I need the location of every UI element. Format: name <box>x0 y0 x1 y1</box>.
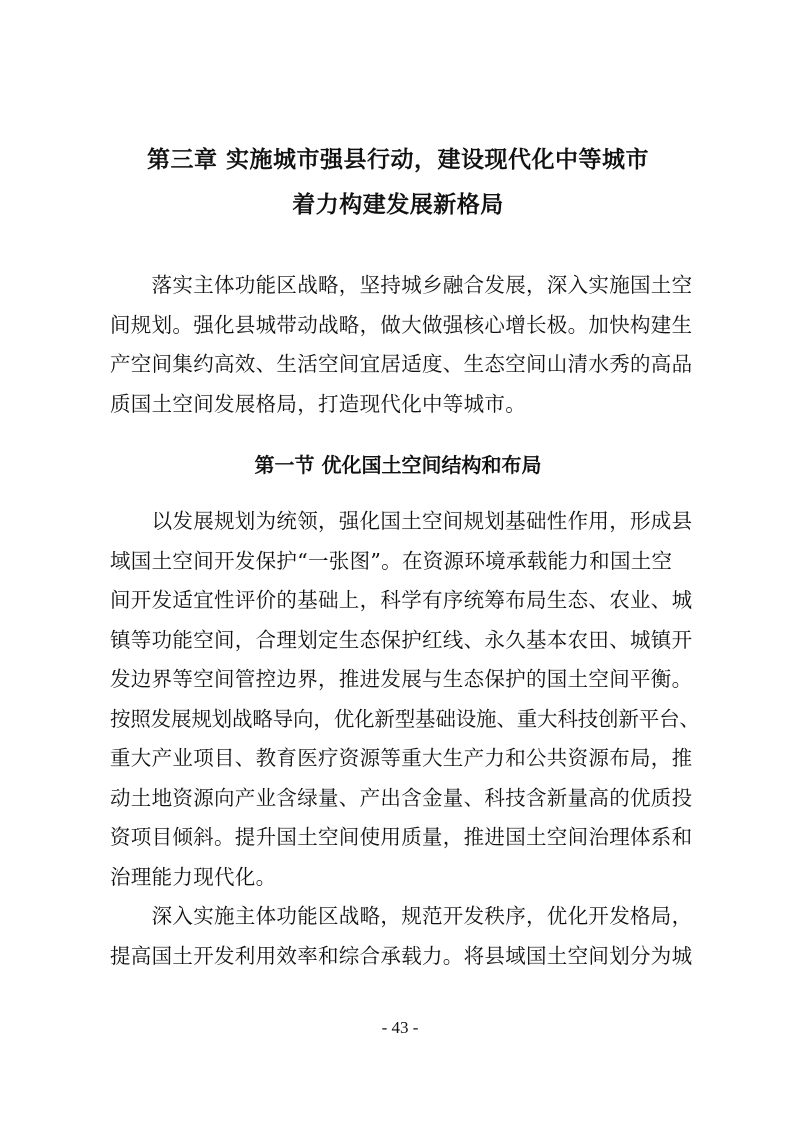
paragraph-line: 重大产业项目、教育医疗资源等重大生产力和公共资源布局，推 <box>110 746 693 770</box>
chapter-title-line-1: 第三章 实施城市强县行动，建设现代化中等城市 <box>146 147 649 173</box>
paragraph-line: 域国土空间开发保护“一张图”。在资源环境承载能力和国土空 <box>110 548 673 573</box>
paragraph-line: 动土地资源向产业含绿量、产出含金量、科技含新量高的优质投 <box>110 785 693 810</box>
section-paragraph-1 <box>110 502 700 897</box>
paragraph-line: 资项目倾斜。提升国土空间使用质量，推进国土空间治理体系和 <box>110 825 693 849</box>
paragraph-line: 间规划。强化县城带动战略，做大做强核心增长极。加快构建生 <box>110 312 693 337</box>
paragraph-line: 按照发展规划战略导向，优化新型基础设施、重大科技创新平台、 <box>110 706 700 731</box>
section-paragraph-2 <box>110 897 700 976</box>
paragraph-line: 镇等功能空间，合理划定生态保护红线、永久基本农田、城镇开 <box>110 627 693 652</box>
paragraph-line: 产空间集约高效、生活空间宜居适度、生态空间山清水秀的高品 <box>110 352 693 376</box>
chapter-title-line-2: 着力构建发展新格局 <box>292 192 504 218</box>
intro-paragraph <box>110 266 700 424</box>
paragraph-line: 落实主体功能区战略，坚持城乡融合发展，深入实施国土空 <box>110 273 693 297</box>
paragraph-line: 以发展规划为统领，强化国土空间规划基础性作用，形成县 <box>110 509 693 533</box>
section-title: 第一节 优化国土空间结构和布局 <box>254 453 542 477</box>
paragraph-line: 间开发适宜性评价的基础上，科学有序统筹布局生态、农业、城 <box>110 588 693 612</box>
page-number: - 43 - <box>381 1018 419 1037</box>
paragraph-line: 深入实施主体功能区战略，规范开发秩序，优化开发格局， <box>110 904 693 928</box>
paragraph-line: 质国土空间发展格局，打造现代化中等城市。 <box>110 391 526 416</box>
paragraph-line: 提高国土开发利用效率和综合承载力。将县域国土空间划分为城 <box>110 943 693 968</box>
paragraph-line: 治理能力现代化。 <box>110 864 277 889</box>
paragraph-line: 发边界等空间管控边界，推进发展与生态保护的国土空间平衡。 <box>110 667 693 691</box>
